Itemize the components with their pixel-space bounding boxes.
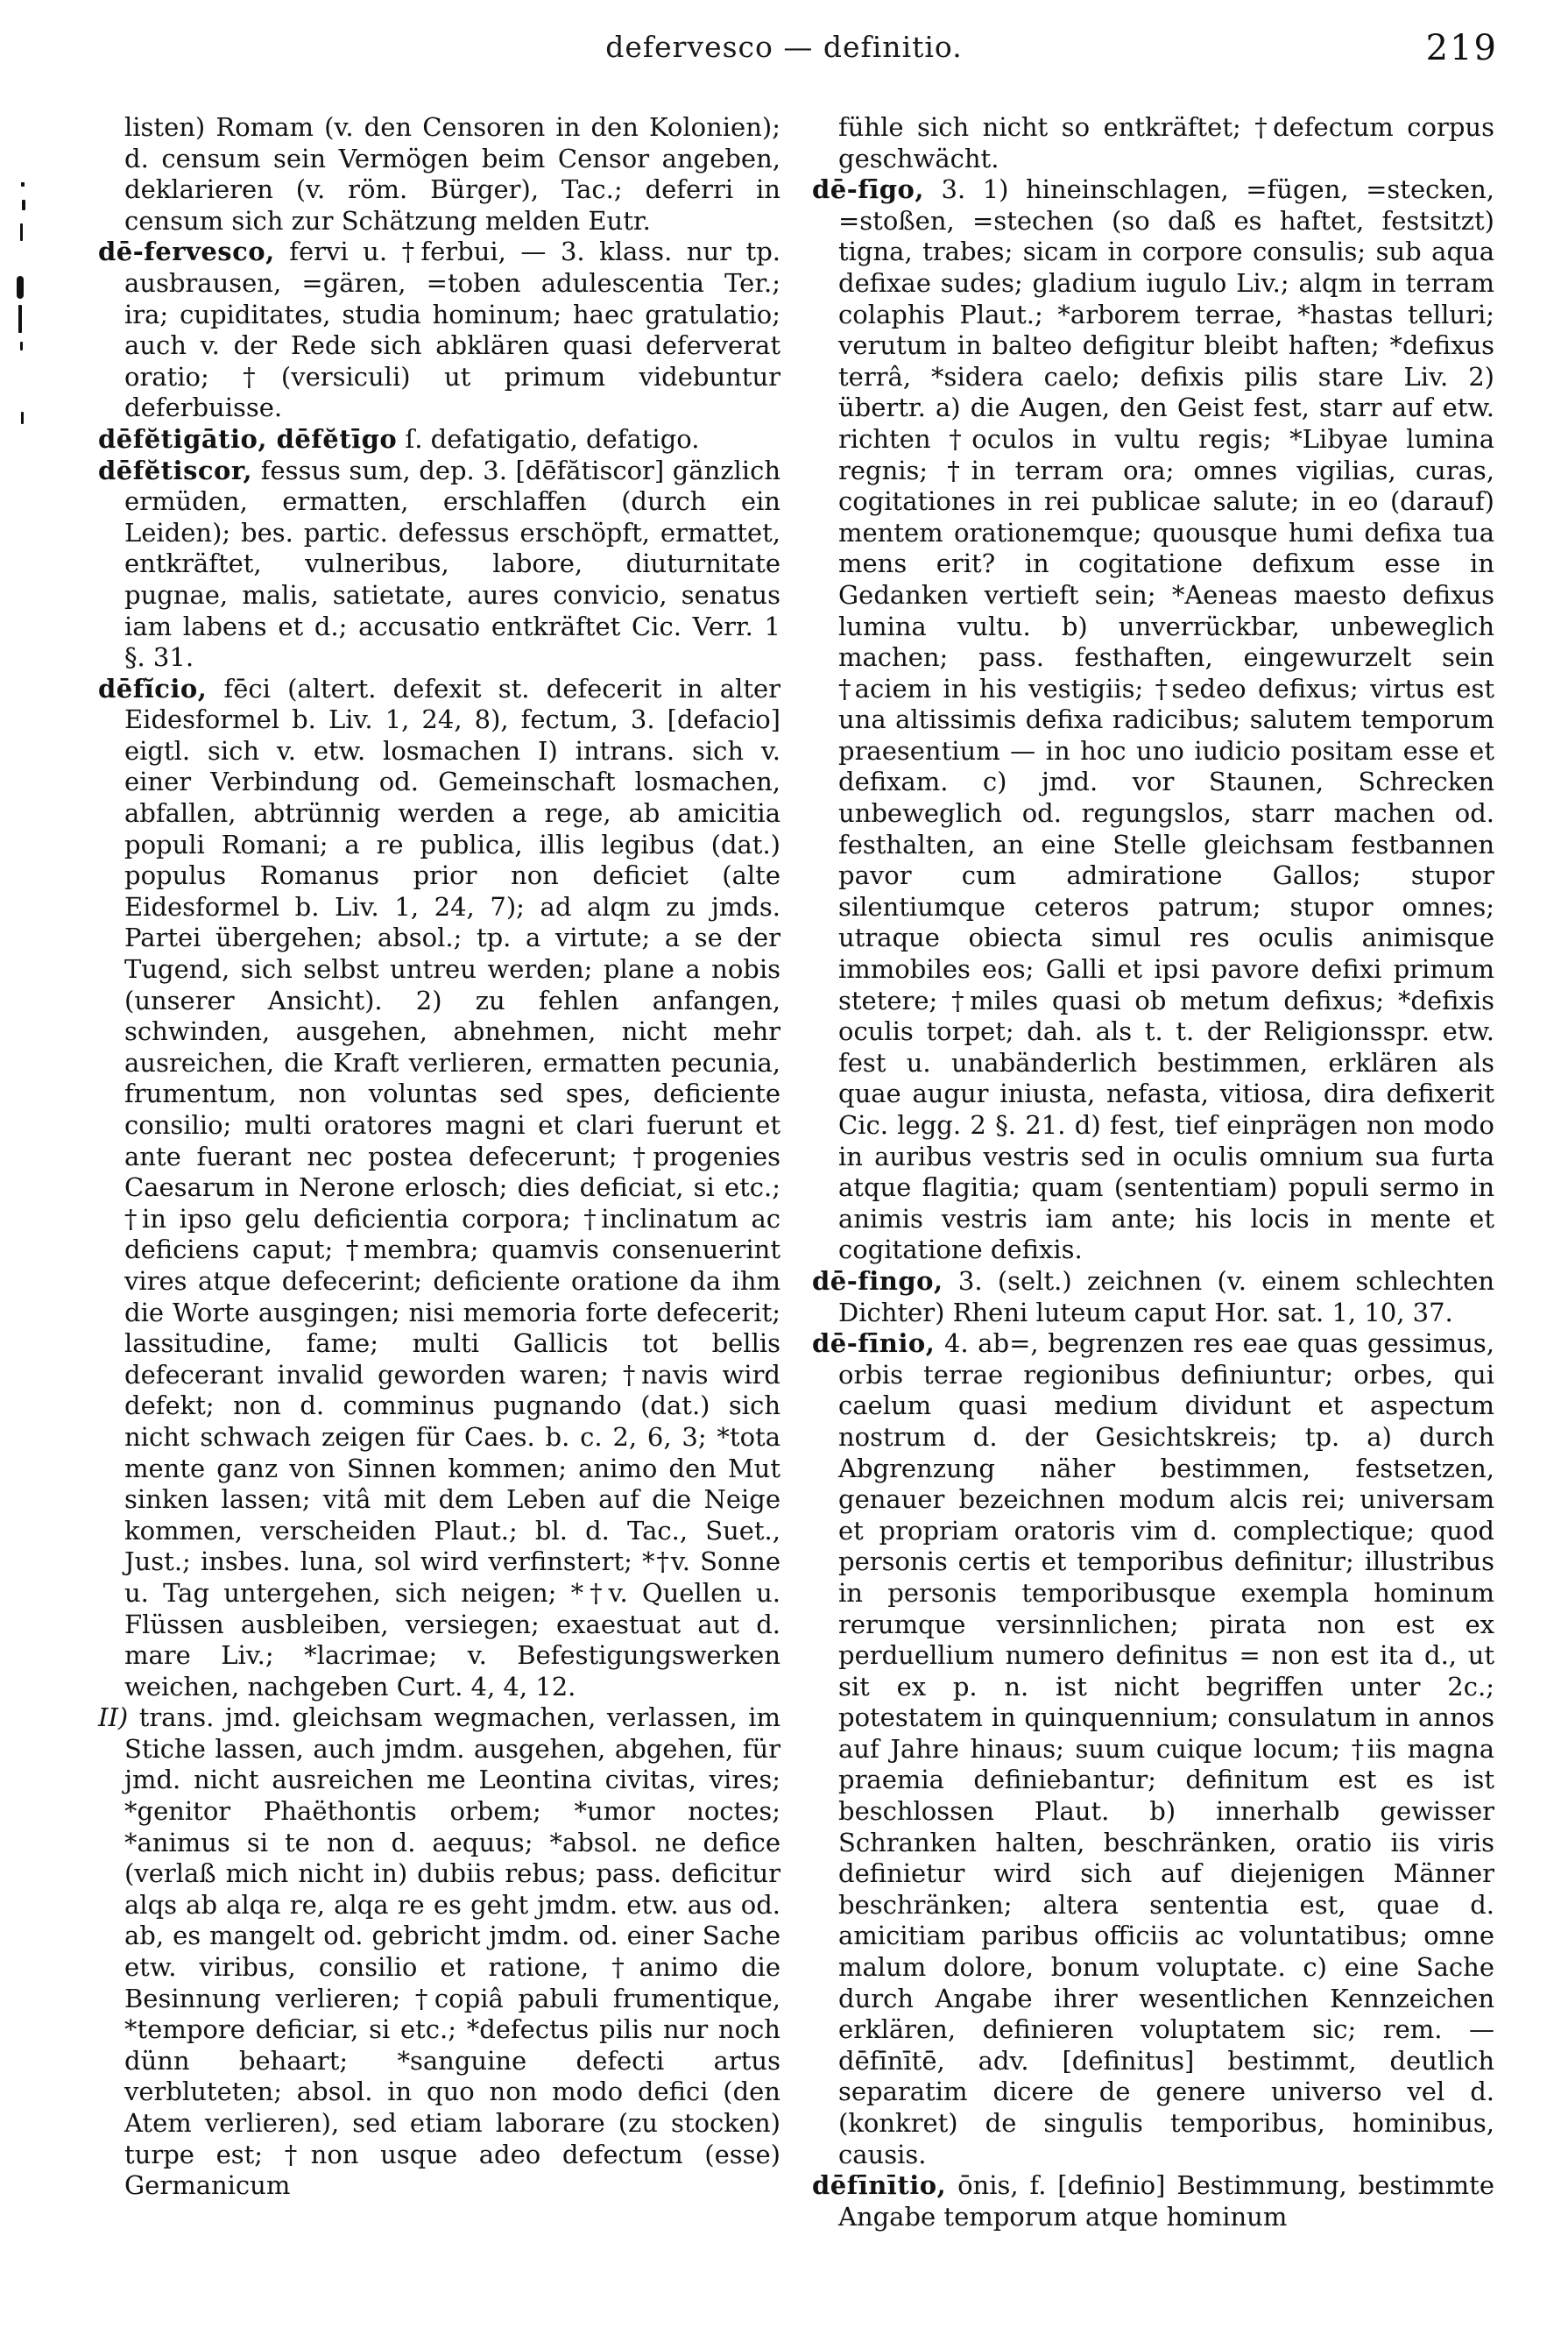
entry-body: ſ. defatigatio, defatigo. [397, 423, 700, 454]
ink-speck [18, 305, 22, 333]
entry-definitio [812, 2170, 1494, 2232]
entry-body: fervi u. †ferbui, — 3. klass. nur tp. ausbrausen, =gären, =toben adulescentia Ter.; ira; cupiditates, studia hominum; haec gratulatio; auch v. der Rede sich abklären quasi deferverat oratio; †(versiculi) ut primum videbuntur deferbuisse. [124, 237, 780, 423]
entry-defetiscor [98, 456, 780, 674]
entry-definio [812, 1328, 1494, 2170]
entry-defigo [812, 174, 1494, 1266]
headword-definio: dē-fīnio, [812, 1328, 936, 1359]
entry-body: trans. jmd. gleichsam wegmachen, verlassen, im Stiche lassen, auch jmdm. ausgehen, abgehen, für jmd. nicht ausreichen me Leontina civitas, vires; *genitor Phaëthontis orbem; *umor noctes; *animus si te non d. aequus; *absol. ne defice (verlaß mich nicht in) dubiis rebus; pass. deficitur alqs ab alqa re, alqa re es geht jmdm. etw. aus od. ab, es mangelt od. gebricht jmdm. od. einer Sache etw. viribus, consilio et ratione, †animo die Besinnung verlieren; †copiâ pabuli frumentique, *tempore deficiar, si etc.; *defectus pilis nur noch dünn behaart; *sanguine defecti artus verbluteten; absol. in quo non modo defici (den Atem verlieren), sed etiam laborare (zu stocken) turpe est; †non usque adeo defectum (esse) Germanicum [124, 1702, 780, 2201]
headword-defetigatio: dēfĕtigātio, dēfĕtīgo [98, 423, 398, 454]
entry-body: 3. 1) hineinschlagen, =fügen, =stecken, =stoßen, =stechen (so daß es haftet, festsitzt) tigna, trabes; sicam in corpore consulis; sub aqua defixae sudes; gladium iugulo Liv.; alqm in terram colaphis Plaut.; *arborem terrae, *hastas telluri; verutum in balteo defigitur bleibt haften; *defixus terrâ, *sidera caelo; defixis pilis stare Liv. 2) übertr. a) die Augen, den Geist fest, starr auf etw. richten †oculos in vultu regis; *Libyae lumina regnis; †in terram ora; omnes vigilias, curas, cogitationes in rei publicae salute; in eo (darauf) mentem orationemque; quousque humi defixa tua mens erit? in cogitatione defixum esse in Gedanken vertieft sein; *Aeneas maesto defixus lumina vultu. b) unverrückbar, unbeweglich machen; pass. festhaften, eingewurzelt sein †aciem in his vestigiis; †sedeo defixus; virtus est una altissimis defixa radicibus; salutem temporum praesentium — in hoc uno iudicio positam esse et defixam. c) jmd. vor Staunen, Schrecken unbeweglich od. regungslos, starr machen od. festhalten, an eine Stelle gleichsam festbannen pavor cum admiratione Gallos; stupor silentiumque ceteros patrum; stupor omnes; utraque obiecta simul res oculis animisque immobiles eos; Galli et ipsi pavore defixi primum stetere; †miles quasi ob metum defixus; *defixis oculis torpet; dah. als t. t. der Religionsspr. etw. fest u. unabänderlich bestimmen, erklären als quae augur iniusta, nefasta, vitiosa, dira defixerit Cic. legg. 2 §. 21. d) fest, tief einprägen non modo in auribus vestris sed in oculis omnium sua furta atque flagitia; quam (sententiam) populi sermo in animis vestris iam ante; his locis in mente et cogitatione defixis. [838, 174, 1494, 1265]
entry-body: fühle sich nicht so entkräftet; †defectum corpus geschwächt. [838, 112, 1494, 173]
entry-body: 4. ab=, begrenzen res eae quas gessimus, orbis terrae regionibus definiuntur; orbes, qui caelum quasi medium dividunt et aspectum nostrum d. der Gesichtskreis; tp. a) durch Abgrenzung näher bestimmen, festsetzen, genauer bezeichnen modum alcis rei; universam et propriam oratoris vim d. complectique; quod personis certis et temporibus definitur; illustribus in personis temporibusque exempla hominum rerumque versinnlichen; pirata non est ex perduellium numero definitus = non est ita d., ut sit ex p. n. ist nicht begriffen unter 2c.; potestatem in quinquennium; consulatum in annos auf Jahre hinaus; suum cuique locum; †iis magna praemia definiebantur; definitum est es ist beschlossen Plaut. b) innerhalb gewisser Schranken halten, beschränken, oratio iis viris definietur wird sich auf diejenigen Männer beschränken; altera sententia est, quae d. amicitiam paribus officiis ac voluntatibus; omne malum dolore, bonum voluptate. c) eine Sache durch Angabe ihrer wesentlichen Kennzeichen erklären, definieren voluptatem sic; rem. — dēfīnītē, adv. [definitus] bestimmt, deutlich separatim dicere de genere universo vel d. (konkret) de singulis temporibus, hominibus, causis. [838, 1328, 1494, 2169]
entry-defervesco [98, 237, 780, 424]
entry-body: listen) Romam (v. den Censoren in den Kolonien); d. censum sein Vermögen beim Censor angeben, deklarieren (v. röm. Bürger), Tac.; deferri in censum sich zur Schätzung melden Eutr. [124, 112, 780, 236]
ink-speck [17, 276, 24, 299]
headword-deficio: dēfĭcio, [98, 673, 208, 704]
text-columns [98, 112, 1494, 2232]
entry-defingo [812, 1266, 1494, 1328]
section-marker: II) [98, 1702, 129, 1733]
entry-defetigatio [98, 424, 780, 456]
ink-speck [21, 182, 25, 187]
left-column [98, 112, 780, 2232]
right-column [812, 112, 1494, 2232]
entry-deferre-continuation [98, 112, 780, 237]
entry-body: fessus sum, dep. 3. [dēfătiscor] gänzlich ermüden, ermatten, erschlaffen (durch ein Leiden); bes. partic. defessus erschöpft, ermattet, entkräftet, vulneribus, labore, diuturnitate pugnae, malis, satietate, aures convicio, senatus iam labens et d.; accusatio entkräftet Cic. Verr. 1 §. 31. [124, 455, 780, 673]
entry-body: ōnis, f. [definio] Bestimmung, bestimmte Angabe temporum atque hominum [838, 2170, 1494, 2232]
headword-defetiscor: dēfĕtiscor, [98, 455, 253, 485]
ink-speck [20, 342, 23, 350]
headword-defervesco: dē-fervesco, [98, 237, 275, 267]
entry-deficio-continuation [812, 112, 1494, 174]
entry-body: 3. (selt.) zeichnen (v. einem schlechten Dichter) Rheni luteum caput Hor. sat. 1, 10, 37. [838, 1265, 1494, 1327]
headword-defingo: dē-fingo, [812, 1265, 943, 1296]
ink-speck [20, 223, 23, 241]
entry-body: fēci (altert. defexit st. defecerit in alter Eidesformel b. Liv. 1, 24, 8), fectum, 3. [defacio] eigtl. sich v. etw. losmachen I) intrans. sich v. einer Verbindung od. Gemeinschaft losmachen, abfallen, abtrünnig werden a rege, ab amicitia populi Romani; a re publica, illis legibus (dat.) populus Romanus prior non deficiet (alte Eidesformel b. Liv. 1, 24, 7); ad alqm zu jmds. Partei übergehen; absol.; tp. a virtute; a se der Tugend, sich selbst untreu werden; plane a nobis (unserer Ansicht). 2) zu fehlen anfangen, schwinden, ausgehen, abnehmen, nicht mehr ausreichen, die Kraft verlieren, ermatten pecunia, frumentum, non voluntas sed spes, deficiente consilio; multi oratores magni et clari fuerunt et ante fuerant nec postea defecerunt; †progenies Caesarum in Nerone erlosch; dies deficiat, si etc.; †in ipso gelu deficientia corpora; †inclinatum ac deficiens caput; †membra; quamvis consenuerint vires atque defecerint; deficiente oratione da ihm die Worte ausgingen; nisi memoria forte defecerit; lassitudine, fame; multi Gallicis tot bellis defecerant invalid geworden waren; †navis wird defekt; non d. comminus pugnando (dat.) sich nicht schwach zeigen für Caes. b. c. 2, 6, 3; *tota mente ganz von Sinnen kommen; animo den Mut sinken lassen; vitâ mit dem Leben auf die Neige kommen, verscheiden Plaut.; bl. d. Tac., Suet., Just.; insbes. luna, sol wird verfinstert; *†v. Sonne u. Tag untergehen, sich neigen; *†v. Quellen u. Flüssen ausbleiben, versiegen; exaestuat aut d. mare Liv.; *lacrimae; v. Befestigungswerken weichen, nachgeben Curt. 4, 4, 12. [124, 673, 780, 1702]
headword-definitio: dēfīnītio, [812, 2170, 947, 2201]
running-head [0, 30, 1568, 74]
page-number: 219 [1425, 28, 1498, 68]
headword-defigo: dē-fīgo, [812, 174, 924, 205]
ink-speck [22, 200, 25, 210]
running-head-title: defervesco — definitio. [605, 30, 963, 64]
ink-speck [21, 412, 24, 424]
entry-deficio [98, 674, 780, 1703]
entry-deficio-section-2 [98, 1702, 780, 2202]
